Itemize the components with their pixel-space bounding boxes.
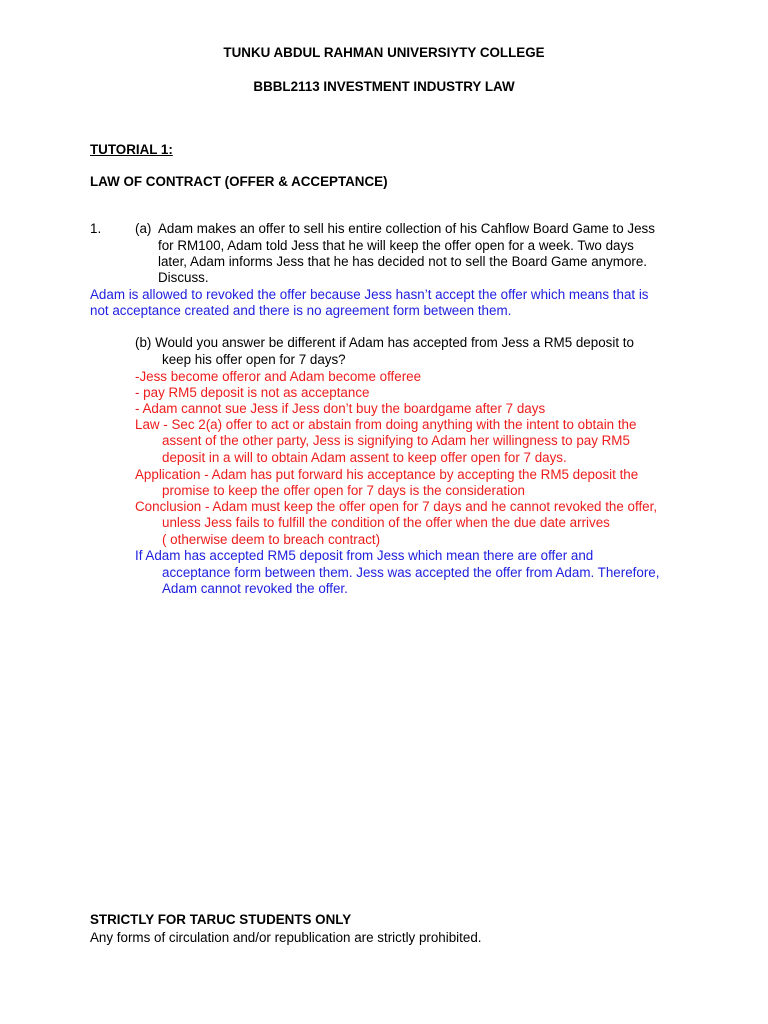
part-a-line: Adam makes an offer to sell his entire collection of his Cahflow Board Game to Jess	[158, 221, 655, 236]
part-a-answer-line: Adam is allowed to revoked the offer because Jess hasn’t accept the offer which means that is	[90, 287, 649, 302]
law-line: assent of the other party, Jess is signifying to Adam her willingness to pay RM5	[162, 433, 630, 448]
college-heading: TUNKU ABDUL RAHMAN UNIVERSIYTY COLLEGE	[223, 45, 545, 60]
tutorial-topic: LAW OF CONTRACT (OFFER & ACCEPTANCE)	[90, 174, 388, 189]
law-line: deposit in a will to obtain Adam assent to keep offer open for 7 days.	[162, 450, 567, 465]
conclusion-line: ( otherwise deem to breach contract)	[162, 532, 381, 547]
question-number: 1.	[90, 221, 102, 236]
prohibition-notice: Any forms of circulation and/or republication are strictly prohibited.	[90, 930, 482, 945]
part-b-answer-line: If Adam has accepted RM5 deposit from Jess which mean there are offer and	[135, 548, 594, 563]
red-point: - pay RM5 deposit is not as acceptance	[135, 385, 370, 400]
part-b-answer-line: acceptance form between them. Jess was accepted the offer from Adam. Therefore,	[162, 565, 660, 580]
part-a-line: later, Adam informs Jess that he has decided not to sell the Board Game anymore.	[158, 254, 648, 269]
restriction-notice: STRICTLY FOR TARUC STUDENTS ONLY	[90, 912, 352, 927]
application-line: Application - Adam has put forward his acceptance by accepting the RM5 deposit the	[135, 467, 639, 482]
part-b-answer-line: Adam cannot revoked the offer.	[162, 581, 348, 596]
part-b-question-line: keep his offer open for 7 days?	[162, 352, 346, 367]
part-a-line: for RM100, Adam told Jess that he will keep the offer open for a week. Two days	[158, 238, 634, 253]
conclusion-line: Conclusion - Adam must keep the offer open for 7 days and he cannot revoked the offer,	[135, 499, 658, 514]
conclusion-line: unless Jess fails to fulfill the condition of the offer when the due date arrives	[162, 515, 610, 530]
red-point: -Jess become offeror and Adam become offeree	[135, 369, 422, 384]
law-line: Law - Sec 2(a) offer to act or abstain from doing anything with the intent to obtain the	[135, 417, 637, 432]
part-a-line: Discuss.	[158, 270, 209, 285]
red-point: - Adam cannot sue Jess if Jess don’t buy the boardgame after 7 days	[135, 401, 546, 416]
part-a-label: (a)	[135, 221, 152, 236]
part-b-question-line: (b) Would you answer be different if Adam has accepted from Jess a RM5 deposit to	[135, 335, 634, 350]
part-a-answer-line: not acceptance created and there is no agreement form between them.	[90, 303, 512, 318]
course-heading: BBBL2113 INVESTMENT INDUSTRY LAW	[253, 79, 515, 94]
tutorial-title: TUTORIAL 1:	[90, 142, 173, 157]
application-line: promise to keep the offer open for 7 days is the consideration	[162, 483, 526, 498]
